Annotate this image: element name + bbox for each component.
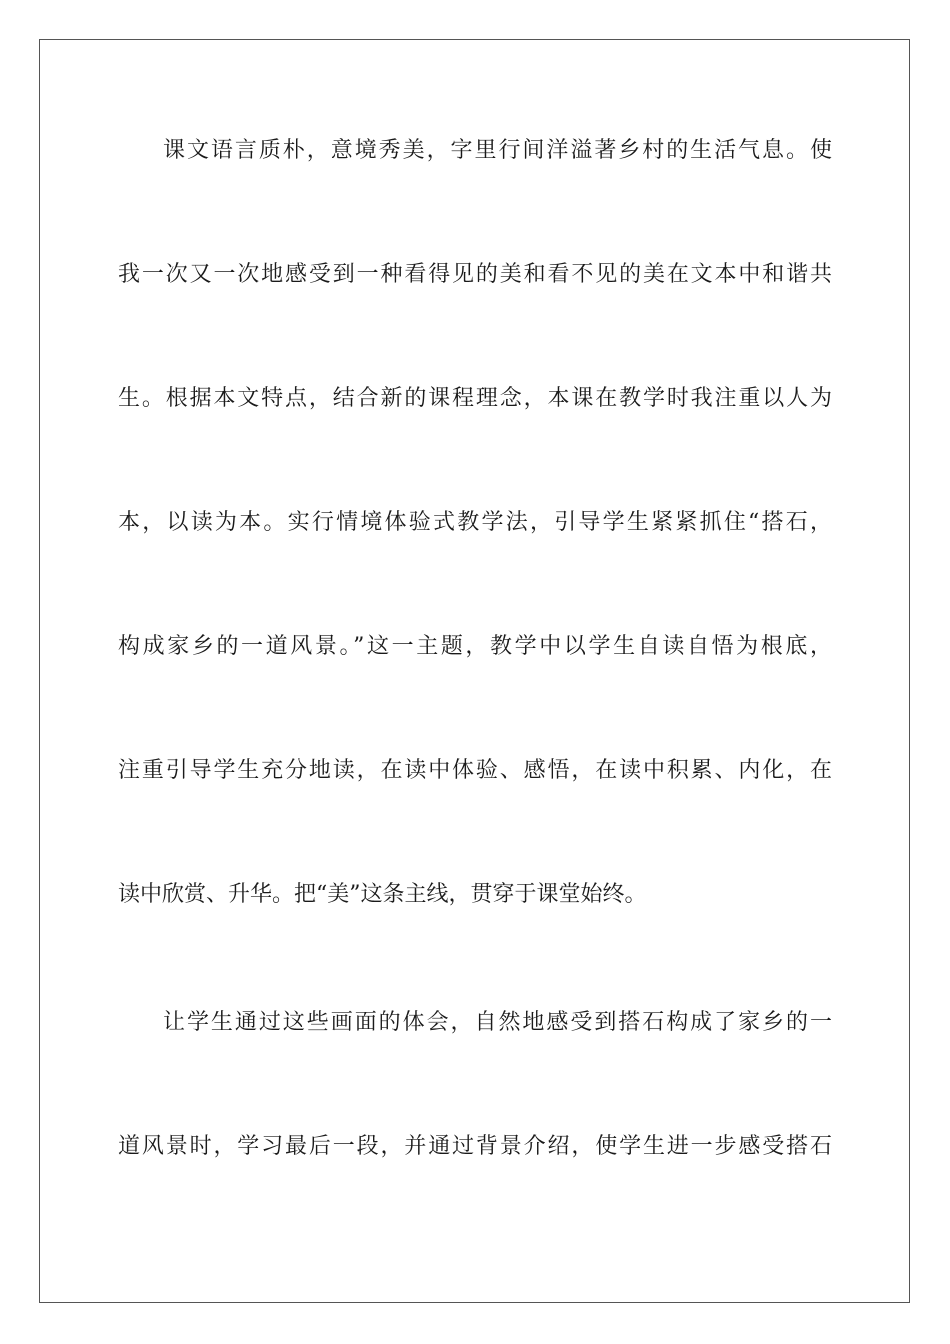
paragraph-1-line-5: 构成家乡的一道风景。”这一主题，教学中以学生自读自悟为根底， bbox=[118, 634, 832, 659]
paragraph-1-line-7: 读中欣赏、升华。把“美”这条主线，贯穿于课堂始终。 bbox=[118, 882, 647, 907]
page-border bbox=[39, 39, 910, 1303]
paragraph-1-line-4: 本，以读为本。实行情境体验式教学法，引导学生紧紧抓住“搭石， bbox=[118, 510, 832, 535]
paragraph-2-line-2: 道风景时，学习最后一段，并通过背景介绍，使学生进一步感受搭石 bbox=[118, 1134, 832, 1159]
paragraph-1-line-6: 注重引导学生充分地读，在读中体验、感悟，在读中积累、内化，在 bbox=[118, 758, 832, 783]
paragraph-1-line-3: 生。根据本文特点，结合新的课程理念，本课在教学时我注重以人为 bbox=[118, 386, 832, 411]
paragraph-2-line-1: 让学生通过这些画面的体会，自然地感受到搭石构成了家乡的一 bbox=[163, 1010, 832, 1035]
paragraph-1-line-1: 课文语言质朴，意境秀美，字里行间洋溢著乡村的生活气息。使 bbox=[163, 138, 832, 163]
paragraph-1-line-2: 我一次又一次地感受到一种看得见的美和看不见的美在文本中和谐共 bbox=[118, 262, 832, 287]
